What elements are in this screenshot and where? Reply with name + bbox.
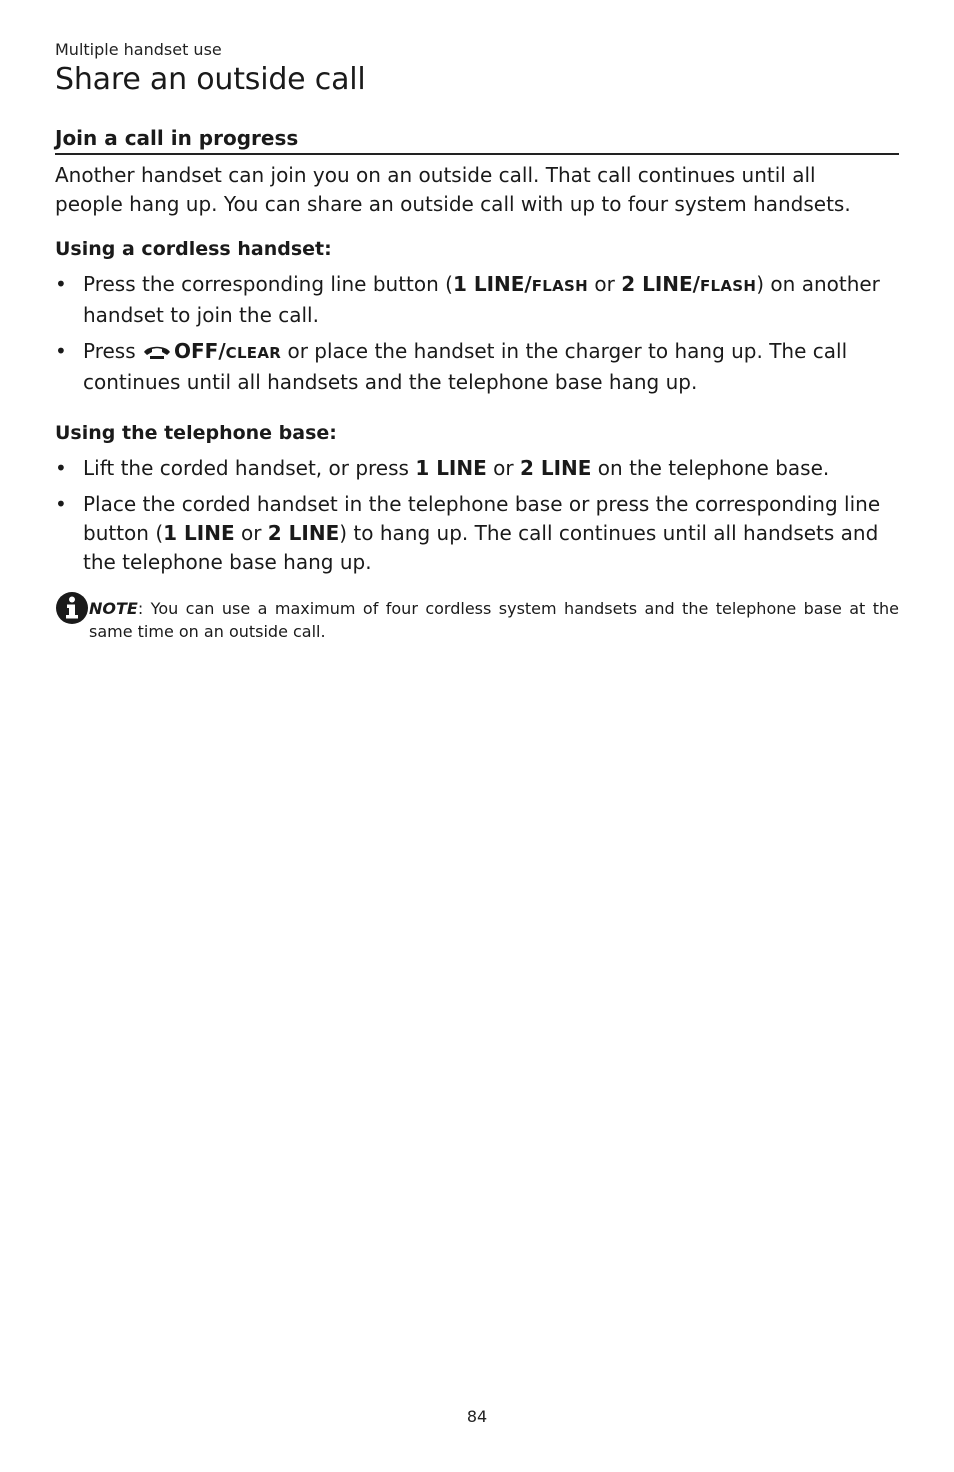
base-bullet-list bbox=[55, 454, 899, 577]
list-item: • Place the corded handset in the telephone base or press the corresponding line button (1 LINE or 2 LINE) to hang up. The call continues until all handsets and the telephone base hang up. bbox=[55, 492, 881, 574]
note-text: : You can use a maximum of four cordless system handsets and the telephone base at the same time on an outside call. bbox=[89, 599, 899, 641]
bullet-marker: • bbox=[55, 339, 67, 363]
key-clear: CLEAR bbox=[225, 344, 282, 362]
key-1-line: 1 LINE/ bbox=[452, 272, 532, 296]
subheading-base: Using the telephone base: bbox=[55, 422, 337, 444]
key-2-line: 2 LINE/ bbox=[621, 272, 700, 296]
section-join-call bbox=[55, 124, 899, 643]
page-number: 84 bbox=[466, 1407, 488, 1426]
key-2-line: 2 LINE bbox=[519, 456, 592, 480]
list-item: • Press OFF/CLEAR or place the handset in the charger to hang up. The call continues until all handsets and the telephone base hang up. bbox=[55, 339, 848, 394]
bullet-marker: • bbox=[55, 272, 67, 296]
key-flash: FLASH bbox=[531, 277, 589, 295]
key-1-line: 1 LINE bbox=[163, 521, 235, 545]
bullet-marker: • bbox=[55, 492, 67, 516]
subheading-cordless: Using a cordless handset: bbox=[55, 238, 332, 260]
key-flash: FLASH bbox=[699, 277, 757, 295]
list-item: • Press the corresponding line button (1 LINE/FLASH or 2 LINE/FLASH) on another handset to join the call. bbox=[55, 272, 880, 327]
note-block bbox=[55, 597, 899, 643]
list-item: • Lift the corded handset, or press 1 LINE or 2 LINE on the telephone base. bbox=[55, 454, 899, 483]
key-2-line: 2 LINE bbox=[267, 521, 340, 545]
key-1-line: 1 LINE bbox=[415, 456, 487, 480]
running-header: Multiple handset use bbox=[55, 40, 222, 59]
info-icon bbox=[55, 591, 89, 625]
section-heading: Join a call in progress bbox=[55, 124, 899, 155]
key-off: OFF/ bbox=[174, 339, 226, 363]
phone-hangup-icon bbox=[142, 342, 172, 360]
note-label: NOTE bbox=[89, 599, 138, 618]
bullet-marker: • bbox=[55, 456, 67, 480]
intro-paragraph: Another handset can join you on an outside call. That call continues until all people hang up. You can share an outside call with up to four system handsets. bbox=[55, 163, 851, 216]
page-title: Share an outside call bbox=[55, 62, 366, 97]
cordless-bullet-list bbox=[55, 270, 899, 397]
